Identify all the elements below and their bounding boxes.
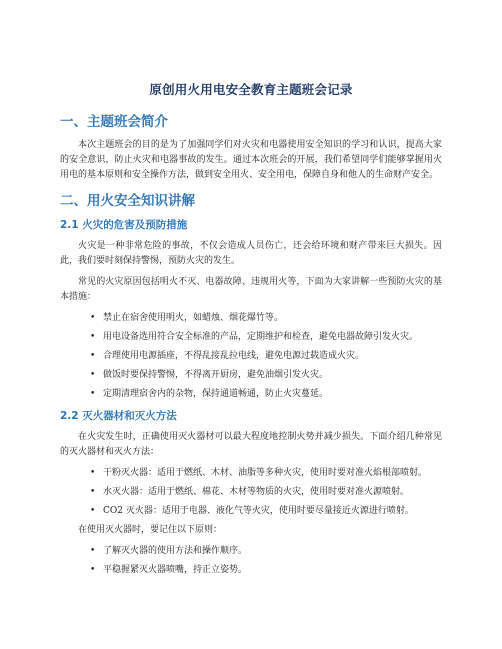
bullet-icon: • (90, 506, 96, 516)
list-item-text: 平稳握紧灭火器喷嘴，持正立姿势。 (103, 565, 248, 575)
bullet-icon: • (90, 370, 96, 380)
list-item (60, 349, 442, 364)
list-item (60, 311, 442, 326)
bullet-icon: • (90, 546, 96, 556)
list-item (60, 466, 442, 481)
list-item-text: 定期清理宿舍内的杂物，保持通道畅通，防止火灾蔓延。 (103, 389, 329, 399)
extinguishers-paragraph-2: 在使用灭火器时，要记住以下原则： (78, 525, 223, 535)
bullet-icon: • (90, 313, 96, 323)
list-item-text: 禁止在宿舍使用明火，如蜡烛、烟花爆竹等。 (103, 313, 284, 323)
list-item-text: 了解灭火器的使用方法和操作顺序。 (103, 546, 248, 556)
list-item-text: CO2 灭火器：适用于电器、液化气等火灾，使用时要尽量接近火源进行喷射。 (103, 506, 414, 516)
fire-hazards-paragraph-1: 火灾是一种非常危险的事故，不仅会造成人员伤亡，还会给环境和财产带来巨大损失。因此，我们要时刻保持警惕，预防火灾的发生。 (60, 241, 442, 266)
bullet-icon: • (90, 389, 96, 399)
bullet-icon: • (90, 332, 96, 342)
subsection-heading-fire-hazards: 2.1 火灾的危害及预防措施 (60, 219, 188, 231)
list-item (60, 368, 442, 383)
list-item (60, 387, 442, 402)
intro-paragraph: 本次主题班会的目的是为了加强同学们对火灾和电器使用安全知识的学习和认识，提高大家的安全意识，防止火灾和电器事故的发生。通过本次班会的开展，我们希望同学们能够掌握用火用电的基本原则和安全操作方法，做到安全用火、安全用电，保障自身和他人的生命财产安全。 (60, 140, 442, 180)
list-item-text: 做饭时要保持警惕，不得离开厨房，避免油烟引发火灾。 (103, 370, 329, 380)
section-heading-fire-safety: 二、用火安全知识讲解 (60, 193, 195, 209)
list-item (60, 544, 442, 559)
list-item (60, 330, 442, 345)
list-item-text: 合理使用电源插座，不得乱接乱拉电线，避免电源过载造成火灾。 (103, 351, 365, 361)
bullet-icon: • (90, 487, 96, 497)
bullet-icon: • (90, 565, 96, 575)
list-item (60, 485, 442, 500)
list-item-text: 干粉灭火器：适用于燃纸、木材、油脂等多种火灾，使用时要对准火焰根部喷射。 (103, 468, 428, 478)
fire-hazards-paragraph-2: 常见的火灾原因包括明火不灭、电器故障、违规用火等，下面为大家讲解一些预防火灾的基本措施： (60, 277, 442, 302)
extinguisher-types-list (60, 466, 442, 519)
bullet-icon: • (90, 351, 96, 361)
document-title: 原创用火用电安全教育主题班会记录 (149, 82, 353, 97)
bullet-icon: • (90, 468, 96, 478)
list-item-text: 用电设备选用符合安全标准的产品，定期维护和检查，避免电器故障引发火灾。 (103, 332, 419, 342)
prevention-list (60, 311, 442, 402)
extinguisher-principles-list (60, 544, 442, 578)
extinguishers-paragraph-1: 在火灾发生时，正确使用灭火器材可以最大程度地控制火势并减少损失。下面介绍几种常见的灭火器材和灭火方法： (60, 432, 442, 457)
list-item-text: 水灭火器：适用于燃纸、棉花、木材等物质的火灾，使用时要对准火源喷射。 (103, 487, 410, 497)
section-heading-intro: 一、主题班会简介 (60, 114, 168, 130)
list-item (60, 504, 442, 519)
list-item (60, 563, 442, 578)
subsection-heading-extinguishers: 2.2 灭火器材和灭火方法 (60, 410, 177, 422)
